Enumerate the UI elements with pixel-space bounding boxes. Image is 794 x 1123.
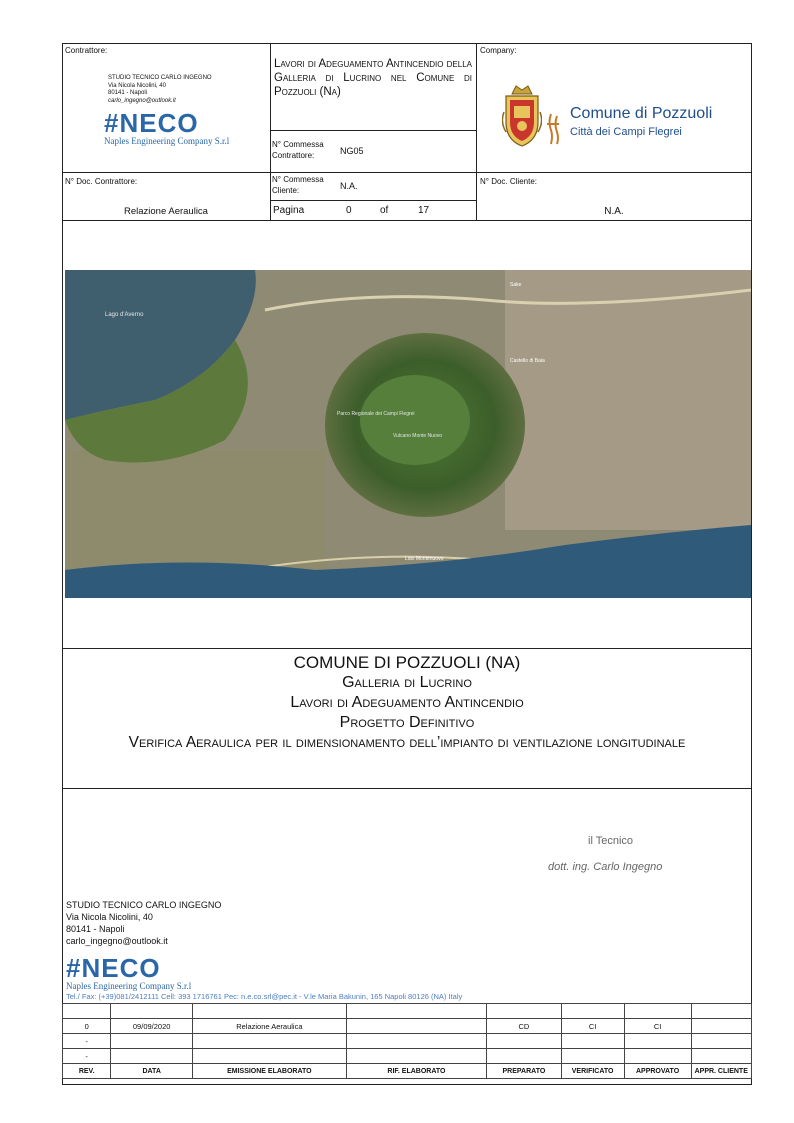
title-block — [62, 653, 752, 753]
revision-row — [63, 1049, 752, 1064]
revision-cell — [624, 1049, 691, 1064]
project-title: Lavori di Adeguamento Antincendio della Galleria di Lucrino nel Comune di Pozzuoli (Na) — [274, 58, 472, 98]
revision-cell: Relazione Aeraulica — [193, 1019, 347, 1034]
footer-contacts: Tel./ Fax: (+39)081/2412111 Cell: 393 1716761 Pec: n.e.co.srl@pec.it - V.le Maria Bakunin, 165 Napoli 80126 (NA) Italy — [66, 992, 463, 1001]
doc-cliente-label: N° Doc. Cliente: — [480, 177, 537, 186]
revision-cell — [561, 1004, 624, 1019]
commessa-contrattore-value: NG05 — [340, 146, 364, 156]
doc-cliente-value: N.A. — [604, 206, 624, 217]
revision-cell — [346, 1019, 487, 1034]
revision-cell — [193, 1049, 347, 1064]
title-line-1: COMUNE DI POZZUOLI (NA) — [293, 653, 521, 672]
doc-contrattore-value: Relazione Aeraulica — [124, 206, 208, 217]
revision-cell — [111, 1004, 193, 1019]
pozzuoli-crest-icon — [502, 82, 542, 148]
title-top-line — [62, 648, 752, 649]
revision-cell — [111, 1049, 193, 1064]
revision-cell — [691, 1004, 752, 1019]
revision-cell — [691, 1034, 752, 1049]
revision-cell — [193, 1004, 347, 1019]
revision-column-header: REV. — [63, 1064, 111, 1079]
neco-logo: #NECO Naples Engineering Company S.r.l — [104, 108, 230, 146]
revision-cell — [624, 1034, 691, 1049]
revision-table — [62, 1003, 752, 1079]
revision-column-header: APPR. CLIENTE — [691, 1064, 752, 1079]
contractor-label: Contrattore: — [65, 46, 108, 55]
revision-cell — [346, 1034, 487, 1049]
revision-cell: 09/09/2020 — [111, 1019, 193, 1034]
pagina-of-label: of — [380, 205, 389, 216]
signature-name: dott. ing. Carlo Ingegno — [548, 861, 663, 873]
commessa-contrattore-label: N° Commessa Contrattore: — [272, 140, 324, 160]
revision-column-header: VERIFICATO — [561, 1064, 624, 1079]
revision-cell — [561, 1034, 624, 1049]
header-divider-1 — [270, 43, 271, 220]
revision-row — [63, 1019, 752, 1034]
revision-cell — [561, 1049, 624, 1064]
revision-cell — [487, 1034, 561, 1049]
map-label-vulcano: Vulcano Monte Nuovo — [393, 433, 443, 439]
revision-cell — [487, 1004, 561, 1019]
revision-column-header: RIF. ELABORATO — [346, 1064, 487, 1079]
commessa-cliente-label: N° Commessa Cliente: — [272, 175, 324, 195]
revision-cell: - — [63, 1049, 111, 1064]
revision-cell: - — [63, 1034, 111, 1049]
footer-studio: STUDIO TECNICO CARLO INGEGNO Via Nicola Nicolini, 40 80141 - Napoli carlo_ingegno@outlook.it — [66, 900, 222, 946]
header-line-b — [62, 172, 752, 173]
aerial-map-image — [65, 270, 751, 598]
revision-cell: CD — [487, 1019, 561, 1034]
company-sub: Città dei Campi Flegrei — [570, 126, 682, 138]
revision-header-row — [63, 1064, 752, 1079]
revision-cell — [193, 1034, 347, 1049]
revision-cell — [111, 1034, 193, 1049]
map-label-castello: Castello di Baia — [510, 358, 545, 364]
header-divider-2 — [476, 43, 477, 220]
revision-cell — [691, 1049, 752, 1064]
map-label-sake: Sake — [510, 282, 522, 288]
map-label-parco: Parco Regionale dei Campi Flegrei — [337, 411, 415, 417]
revision-cell — [346, 1049, 487, 1064]
company-label: Company: — [480, 46, 517, 55]
title-bottom-line — [62, 788, 752, 789]
signature-role: il Tecnico — [588, 835, 634, 847]
title-line-3: Lavori di Adeguamento Antincendio — [290, 694, 524, 711]
revision-cell — [487, 1049, 561, 1064]
commessa-cliente-value: N.A. — [340, 181, 358, 191]
map-label-lido: Lido Montenuovo — [405, 556, 444, 562]
revision-cell — [63, 1004, 111, 1019]
pagina-value: 0 — [346, 205, 352, 216]
revision-column-header: APPROVATO — [624, 1064, 691, 1079]
title-line-4: Progetto Definitivo — [339, 714, 475, 731]
company-name: Comune di Pozzuoli — [570, 105, 713, 122]
header-line-a — [270, 130, 476, 131]
revision-cell — [624, 1004, 691, 1019]
header-line-c — [270, 200, 476, 201]
header-line-d — [62, 220, 752, 221]
revision-column-header: DATA — [111, 1064, 193, 1079]
revision-column-header: EMISSIONE ELABORATO — [193, 1064, 347, 1079]
contractor-address: STUDIO TECNICO CARLO INGEGNO Via Nicola Nicolini, 40 80141 - Napoli carlo_ingegno@outlook.it — [108, 75, 212, 104]
title-line-5: Verifica Aeraulica per il dimensionamento dell’impianto di ventilazione longitudinale — [128, 734, 686, 751]
pozzuoli-monogram-icon — [545, 112, 563, 146]
footer-neco-logo: #NECO Naples Engineering Company S.r.l — [66, 953, 192, 991]
revision-row — [63, 1004, 752, 1019]
title-line-2: Galleria di Lucrino — [342, 674, 472, 691]
revision-cell: CI — [561, 1019, 624, 1034]
pagina-label: Pagina — [273, 205, 305, 216]
map-label-lago: Lago d'Averno — [105, 312, 144, 318]
revision-cell: 0 — [63, 1019, 111, 1034]
revision-cell — [691, 1019, 752, 1034]
revision-cell: CI — [624, 1019, 691, 1034]
pagina-total: 17 — [418, 205, 430, 216]
revision-row — [63, 1034, 752, 1049]
revision-cell — [346, 1004, 487, 1019]
revision-column-header: PREPARATO — [487, 1064, 561, 1079]
doc-contrattore-label: N° Doc. Contrattore: — [65, 177, 138, 186]
